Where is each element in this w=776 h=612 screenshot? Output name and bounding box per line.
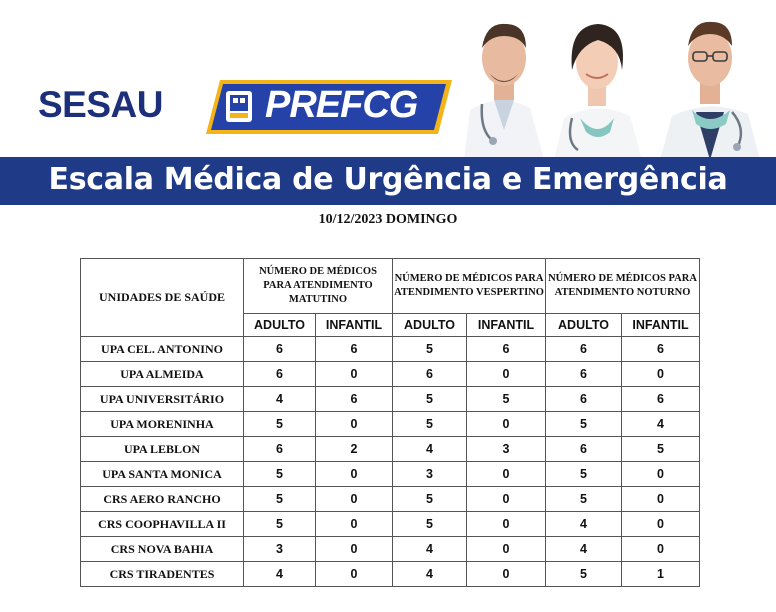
table-cell: 0 [622,462,700,487]
table-cell: 5 [393,512,467,537]
subheader-adulto: ADULTO [546,314,622,337]
subheader-infantil: INFANTIL [467,314,546,337]
table-cell: 2 [316,437,393,462]
subheader-infantil: INFANTIL [622,314,700,337]
doctor-middle-illustration [554,24,642,160]
doctors-photo [460,0,776,160]
table-cell: 4 [393,537,467,562]
subheader-adulto: ADULTO [244,314,316,337]
table-cell: 0 [316,412,393,437]
schedule-table [80,258,700,587]
table-cell: 4 [546,512,622,537]
table-cell: 6 [316,337,393,362]
table-cell: 0 [622,512,700,537]
table-row [81,562,700,587]
page-title-banner: Escala Médica de Urgência e Emergência [0,157,776,205]
table-cell: 4 [244,387,316,412]
unit-name: UPA UNIVERSITÁRIO [81,387,244,412]
table-cell: 0 [622,362,700,387]
table-row [81,362,700,387]
unit-name: CRS NOVA BAHIA [81,537,244,562]
period-header-matutino: NÚMERO DE MÉDICOS PARA ATENDIMENTO MATUTINO [244,259,393,314]
date-line: 10/12/2023 DOMINGO [318,212,458,227]
table-cell: 5 [244,412,316,437]
table-cell: 4 [244,562,316,587]
table-cell: 3 [393,462,467,487]
table-cell: 1 [622,562,700,587]
table-row [81,537,700,562]
table-row [81,387,700,412]
table-cell: 0 [467,487,546,512]
sesau-logo: SESAU [38,84,163,125]
table-cell: 6 [622,337,700,362]
table-row [81,462,700,487]
table-cell: 6 [316,387,393,412]
table-cell: 6 [244,362,316,387]
table-row [81,512,700,537]
table-cell: 5 [467,387,546,412]
table-cell: 5 [393,487,467,512]
table-cell: 0 [316,537,393,562]
table-cell: 3 [244,537,316,562]
table-cell: 0 [467,462,546,487]
table-cell: 6 [244,437,316,462]
table-cell: 4 [622,412,700,437]
table-cell: 6 [546,362,622,387]
table-cell: 6 [622,387,700,412]
subheader-infantil: INFANTIL [316,314,393,337]
unit-name: UPA SANTA MONICA [81,462,244,487]
table-cell: 0 [316,462,393,487]
table-cell: 6 [244,337,316,362]
table-cell: 0 [467,562,546,587]
table-cell: 0 [316,562,393,587]
table-cell: 4 [393,437,467,462]
table-cell: 5 [546,412,622,437]
table-cell: 6 [546,387,622,412]
units-column-header: UNIDADES DE SAÚDE [81,259,244,337]
unit-name: UPA ALMEIDA [81,362,244,387]
subheader-adulto: ADULTO [393,314,467,337]
coat-of-arms-icon [226,91,252,122]
period-header-noturno: NÚMERO DE MÉDICOS PARA ATENDIMENTO NOTURNO [546,259,700,314]
table-cell: 0 [316,362,393,387]
table-cell: 5 [393,337,467,362]
period-header-vespertino: NÚMERO DE MÉDICOS PARA ATENDIMENTO VESPERTINO [393,259,546,314]
unit-name: CRS COOPHAVILLA II [81,512,244,537]
table-row [81,437,700,462]
table-cell: 0 [316,487,393,512]
table-cell: 0 [467,512,546,537]
table-cell: 6 [546,437,622,462]
table-cell: 5 [622,437,700,462]
unit-name: UPA MORENINHA [81,412,244,437]
table-cell: 5 [393,412,467,437]
table-cell: 0 [467,412,546,437]
doctor-left-illustration [464,24,544,160]
unit-name: CRS AERO RANCHO [81,487,244,512]
table-cell: 0 [467,537,546,562]
table-cell: 5 [244,487,316,512]
unit-name: UPA LEBLON [81,437,244,462]
table-cell: 6 [467,337,546,362]
doctor-right-illustration [660,22,760,160]
table-row [81,487,700,512]
table-cell: 6 [393,362,467,387]
table-cell: 3 [467,437,546,462]
table-cell: 6 [546,337,622,362]
table-cell: 5 [546,462,622,487]
table-cell: 5 [546,487,622,512]
unit-name: UPA CEL. ANTONINO [81,337,244,362]
table-cell: 0 [467,362,546,387]
table-header-row [81,259,700,314]
table-cell: 0 [622,537,700,562]
table-cell: 5 [244,462,316,487]
table-cell: 4 [546,537,622,562]
table-cell: 5 [393,387,467,412]
header [0,0,776,156]
table-row [81,337,700,362]
table-row [81,412,700,437]
table-cell: 4 [393,562,467,587]
unit-name: CRS TIRADENTES [81,562,244,587]
table-cell: 5 [244,512,316,537]
table-cell: 5 [546,562,622,587]
table-cell: 0 [622,487,700,512]
prefcg-logo-text: PREFCG [265,84,418,126]
table-cell: 0 [316,512,393,537]
